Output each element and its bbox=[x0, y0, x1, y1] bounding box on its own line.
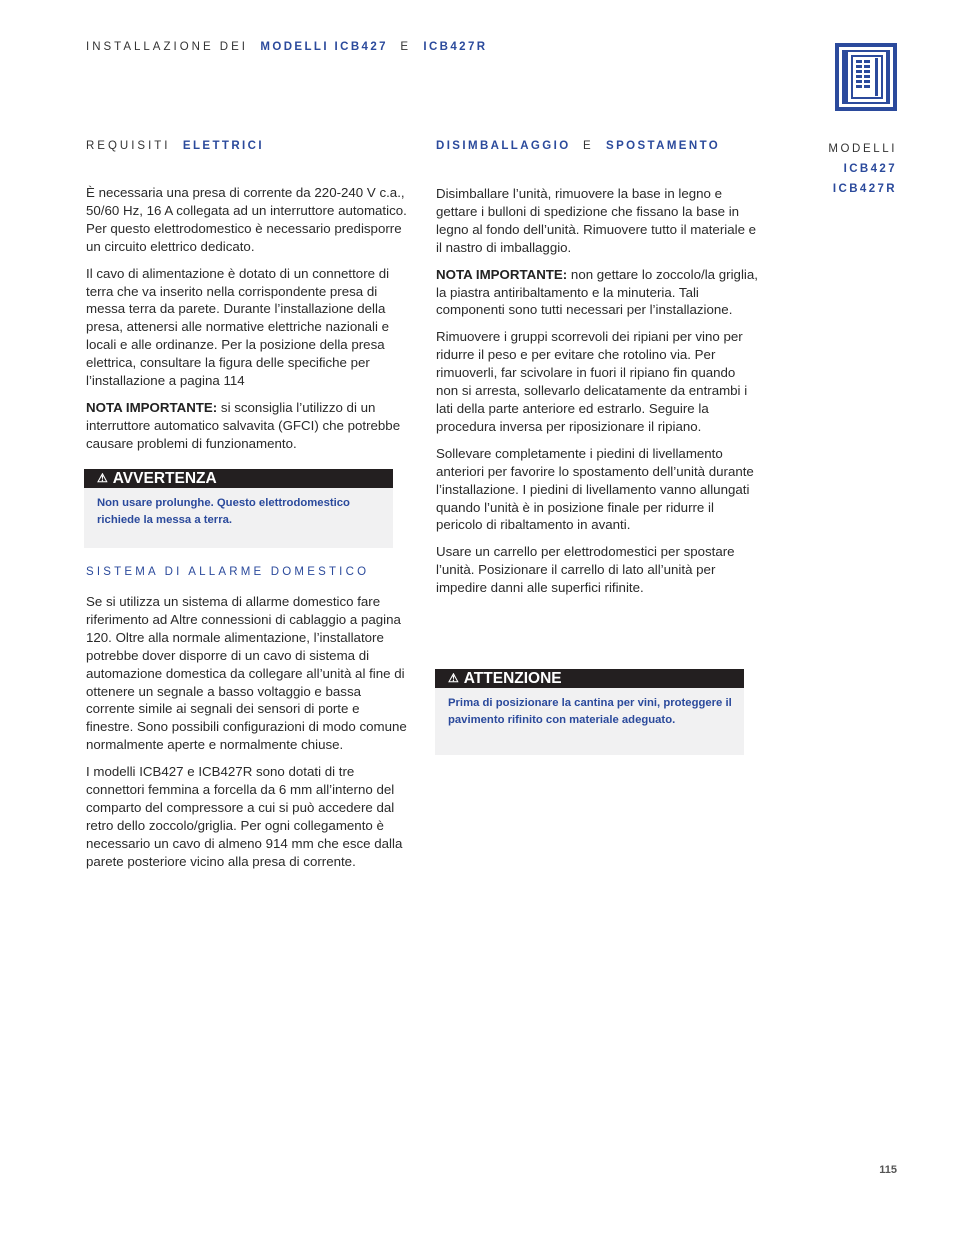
warning-title: AVVERTENZA bbox=[112, 470, 217, 487]
note-text: si sconsiglia l’utilizzo di un interruttore automatico salvavita (GFCI) che potrebbe causare problemi di funzionamento. bbox=[86, 399, 401, 451]
page-number: 115 bbox=[879, 1164, 897, 1176]
side-model1: ICB427 bbox=[843, 163, 897, 175]
paragraph: I modelli ICB427 e ICB427R sono dotati di tre connettori femmina a forcella da 6 mm all’interno del comparto del compressore a cui si può accedere dal retro dello zoccolo/griglia. Per ogni collegamento è necessario un cavo di almeno 914 mm che esce dalla parete posteriore vicino alla presa di corrente. bbox=[86, 764, 403, 869]
caution-box bbox=[435, 669, 744, 755]
warning-text: Non usare prolunghe. Questo elettrodomestico richiede la messa a terra. bbox=[97, 497, 350, 526]
header-model2: ICB427R bbox=[423, 41, 488, 53]
header-joiner: E bbox=[400, 41, 411, 53]
paragraph: Se si utilizza un sistema di allarme domestico fare riferimento ad Altre connessioni di cablaggio a pagina 120. Oltre alla normale alimentazione, l’installatore potrebbe dover disporre di un cavo di sistema di automazione domestica da collegare all’unità al fine di ottenere un segnale a basso voltaggio e bassa corrente simile ai segnali dei sensori di porte e finestre. Sono possibili configurazioni di modo comune normalmente aperte e normalmente chiuse. bbox=[86, 594, 407, 753]
warning-bar bbox=[84, 469, 393, 488]
side-label: MODELLI bbox=[828, 143, 897, 155]
paragraph: Sollevare completamente i piedini di livellamento anteriori per favorire lo spostamento dell’unità durante l’installazione. I piedini di livellamento vanno allungati quando l’unità è in posizione finale per ridurre il pericolo di ribaltamento in avanti. bbox=[436, 445, 754, 533]
heading-plain: REQUISITI bbox=[86, 140, 171, 152]
wine-cabinet-icon bbox=[835, 43, 897, 111]
note-paragraph bbox=[86, 399, 408, 453]
paragraph: Usare un carrello per elettrodomestici per spostare l’unità. Posizionare il carrello di lato all’unità per impedire danni alle superfici rifinite. bbox=[436, 544, 735, 596]
heading-joiner: E bbox=[582, 140, 594, 152]
warning-box bbox=[84, 469, 393, 548]
note-paragraph bbox=[436, 266, 758, 320]
paragraph: Rimuovere i gruppi scorrevoli dei ripiani per vino per ridurre il peso e per evitare che rotolino via. Per rimuoverli, far scivolare in fuori il ripiano fin quando non si arresta, sollevarlo delicatamente da entrambi i lati della parte anteriore ed estrarlo. Seguire la procedura inversa per riposizionare il ripiano. bbox=[436, 329, 748, 434]
warning-triangle-icon: ⚠ bbox=[97, 471, 108, 485]
heading-bold-2: SPOSTAMENTO bbox=[606, 140, 721, 152]
side-models-label bbox=[828, 139, 897, 199]
note-label: NOTA IMPORTANTE: bbox=[86, 399, 218, 415]
note-label: NOTA IMPORTANTE: bbox=[436, 266, 568, 282]
paragraph: Il cavo di alimentazione è dotato di un connettore di terra che va inserito nella corrispondente presa di messa terra da parete. Durante l’installazione della presa, attenersi alle normative elettriche nazionali e locali e alle ordinanze. Per la posizione della presa elettrica, consultare la figura delle specifiche per l’installazione a pagina 114 bbox=[86, 265, 390, 389]
unpacking-heading bbox=[436, 140, 720, 152]
header-prefix: INSTALLAZIONE DEI bbox=[86, 41, 248, 53]
paragraph: È necessaria una presa di corrente da 220-240 V c.a., 50/60 Hz, 16 A collegata ad un interruttore automatico. Per questo elettrodomestico è necessario predisporre un circuito elettrico dedicato. bbox=[86, 185, 407, 254]
paragraph: Disimballare l’unità, rimuovere la base in legno e gettare i bulloni di spedizione che fissano la base in legno al fondo dell’unità. Rimuovere tutto il materiale e il nastro di imballaggio. bbox=[436, 186, 757, 255]
caution-text: Prima di posizionare la cantina per vini, proteggere il pavimento rifinito con materiale adeguato. bbox=[448, 697, 732, 726]
running-header bbox=[86, 41, 487, 53]
side-model2: ICB427R bbox=[832, 183, 897, 195]
home-alarm-heading: SISTEMA DI ALLARME DOMESTICO bbox=[86, 566, 370, 578]
left-column-top bbox=[86, 184, 408, 462]
header-models: MODELLI ICB427 bbox=[260, 41, 388, 53]
electrical-requirements-heading bbox=[86, 140, 264, 152]
note-text: non gettare lo zoccolo/la griglia, la piastra antiribaltamento e la minuteria. Tali componenti sono tutti necessari per l’installazione. bbox=[436, 266, 758, 318]
caution-bar bbox=[435, 669, 744, 688]
warning-triangle-icon: ⚠ bbox=[448, 671, 459, 685]
heading-bold-1: DISIMBALLAGGIO bbox=[436, 140, 571, 152]
left-column-bottom bbox=[86, 593, 408, 880]
caution-title: ATTENZIONE bbox=[463, 670, 562, 687]
heading-bold: ELETTRICI bbox=[182, 140, 264, 152]
right-column bbox=[436, 185, 758, 606]
